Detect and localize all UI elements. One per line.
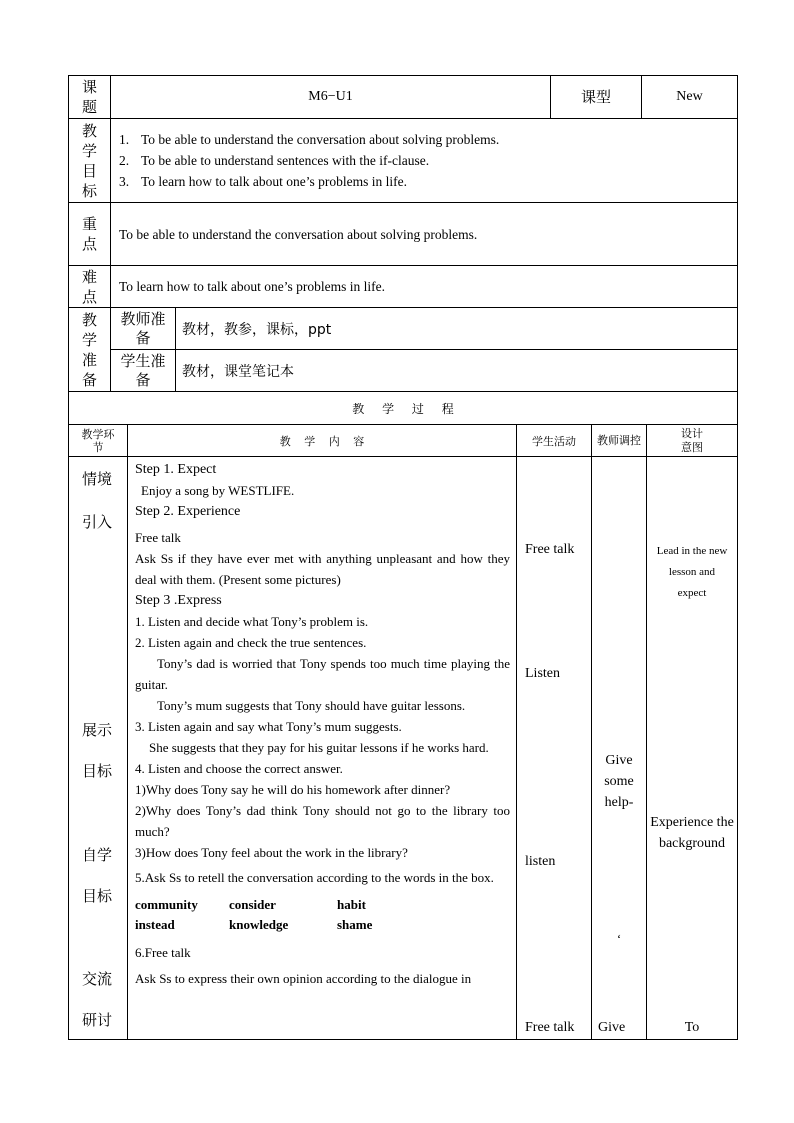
key-points-label: 重点 xyxy=(69,203,111,266)
stage-label: 目标 xyxy=(82,887,113,905)
stage-label: 展示 xyxy=(82,721,113,739)
retell-task: 5.Ask Ss to retell the conversation according to the words in the box. xyxy=(135,870,494,885)
step2-task: Ask Ss if they have ever met with anything unpleasant and how they deal with them. (Present some pictures) xyxy=(135,551,510,587)
student-prep-label: 学生准备 xyxy=(111,350,176,392)
student-activity: listen xyxy=(525,854,556,869)
process-title-row xyxy=(69,392,738,425)
opinion-task: Ask Ss to express their own opinion according to the dialogue in xyxy=(135,971,472,986)
listening-task-2: 2. Listen again and check the true sentences. xyxy=(135,635,367,650)
teacher-prep-label: 教师准备 xyxy=(111,308,176,350)
vocab-word: shame xyxy=(337,917,373,932)
design-intent-note: Experience the background xyxy=(650,815,734,851)
vocab-word: consider xyxy=(229,897,276,912)
stage-label: 交流 xyxy=(82,970,113,988)
stage-label: 研讨 xyxy=(82,1011,113,1029)
student-activity: Listen xyxy=(525,666,560,681)
step3-heading: Step 3 .Express xyxy=(135,593,222,608)
process-title: 教 学 过 程 xyxy=(69,392,738,425)
stage-label: 引入 xyxy=(82,513,113,531)
key-points-text: To be able to understand the conversation about solving problems. xyxy=(111,203,738,266)
student-prep-value: 教材，课堂笔记本 xyxy=(176,350,738,392)
design-intent-column-header: 设计意图 xyxy=(647,425,738,457)
course-row xyxy=(69,76,738,119)
lesson-type-label: 课型 xyxy=(551,76,642,119)
difficulties-label: 难点 xyxy=(69,266,111,308)
stage-column xyxy=(69,457,128,1040)
teacher-prep-row xyxy=(69,308,738,350)
objective-item: 2. To be able to understand sentences with the if-clause. xyxy=(119,153,430,168)
teacher-prep-value: 教材，教参，课标，ppt xyxy=(176,308,738,350)
objectives-label: 教学目标 xyxy=(69,119,111,203)
design-intent-note: Lead in the new lesson and expect xyxy=(656,545,728,599)
step2-heading: Step 2. Experience xyxy=(135,504,241,519)
vocab-word: instead xyxy=(135,917,175,932)
teacher-control-column xyxy=(592,457,647,1040)
teaching-process-table xyxy=(68,424,738,1040)
student-activity: Free talk xyxy=(525,542,575,557)
preparation-label: 教学准备 xyxy=(69,308,111,392)
stage-label: 自学 xyxy=(82,846,113,864)
listening-task-4: 4. Listen and choose the correct answer. xyxy=(135,761,343,776)
vocab-row xyxy=(135,915,510,935)
teacher-control-mark: ‘ xyxy=(616,931,622,946)
true-sentence-2: Tony’s mum suggests that Tony should have guitar lessons. xyxy=(157,698,466,713)
content-column-header: 教 学 内 容 xyxy=(128,425,517,457)
content-column xyxy=(128,457,517,1040)
process-body-row xyxy=(69,457,738,1040)
objective-item: 3. To learn how to talk about one’s problems in life. xyxy=(119,174,407,189)
lesson-info-table xyxy=(68,75,738,425)
true-sentence-1: Tony’s dad is worried that Tony spends too much time playing the guitar. xyxy=(135,656,510,692)
listening-task-3-answer: She suggests that they pay for his guitar lessons if he works hard. xyxy=(149,740,489,755)
teacher-control-column-header: 教师调控 xyxy=(592,425,647,457)
key-points-row xyxy=(69,203,738,266)
free-talk-task: 6.Free talk xyxy=(135,945,191,960)
step1-heading: Step 1. Expect xyxy=(135,462,217,477)
vocab-word: community xyxy=(135,897,198,912)
stage-label: 情境 xyxy=(82,470,113,488)
free-talk-label: Free talk xyxy=(135,530,181,545)
design-intent-column xyxy=(647,457,738,1040)
objectives-list xyxy=(111,119,738,203)
question-2: 2)Why does Tony’s dad think Tony should not go to the library too much? xyxy=(135,803,510,839)
process-header-row xyxy=(69,425,738,457)
listening-task-1: 1. Listen and decide what Tony’s problem is. xyxy=(135,614,369,629)
teacher-control-note: Give xyxy=(598,1020,626,1035)
teacher-control-note: Give some help- xyxy=(604,753,634,810)
vocab-row xyxy=(135,895,510,915)
objectives-row xyxy=(69,119,738,203)
student-activity: Free talk xyxy=(525,1020,575,1035)
step1-detail: Enjoy a song by WESTLIFE. xyxy=(141,483,295,498)
question-1: 1)Why does Tony say he will do his homework after dinner? xyxy=(135,782,451,797)
vocab-word: knowledge xyxy=(229,917,289,932)
lesson-type-value: New xyxy=(642,76,738,119)
student-activity-column-header: 学生活动 xyxy=(517,425,592,457)
stage-label: 目标 xyxy=(82,762,113,780)
design-intent-note: To xyxy=(684,1020,700,1035)
stage-column-header: 教学环节 xyxy=(69,425,128,457)
course-label: 课题 xyxy=(69,76,111,119)
vocab-word: habit xyxy=(337,897,366,912)
difficulties-row xyxy=(69,266,738,308)
student-prep-row xyxy=(69,350,738,392)
question-3: 3)How does Tony feel about the work in the library? xyxy=(135,845,408,860)
student-activity-column xyxy=(517,457,592,1040)
objective-item: 1. To be able to understand the conversation about solving problems. xyxy=(119,132,500,147)
course-title: M6−U1 xyxy=(111,76,551,119)
difficulties-text: To learn how to talk about one’s problems in life. xyxy=(111,266,738,308)
listening-task-3: 3. Listen again and say what Tony’s mum suggests. xyxy=(135,719,402,734)
